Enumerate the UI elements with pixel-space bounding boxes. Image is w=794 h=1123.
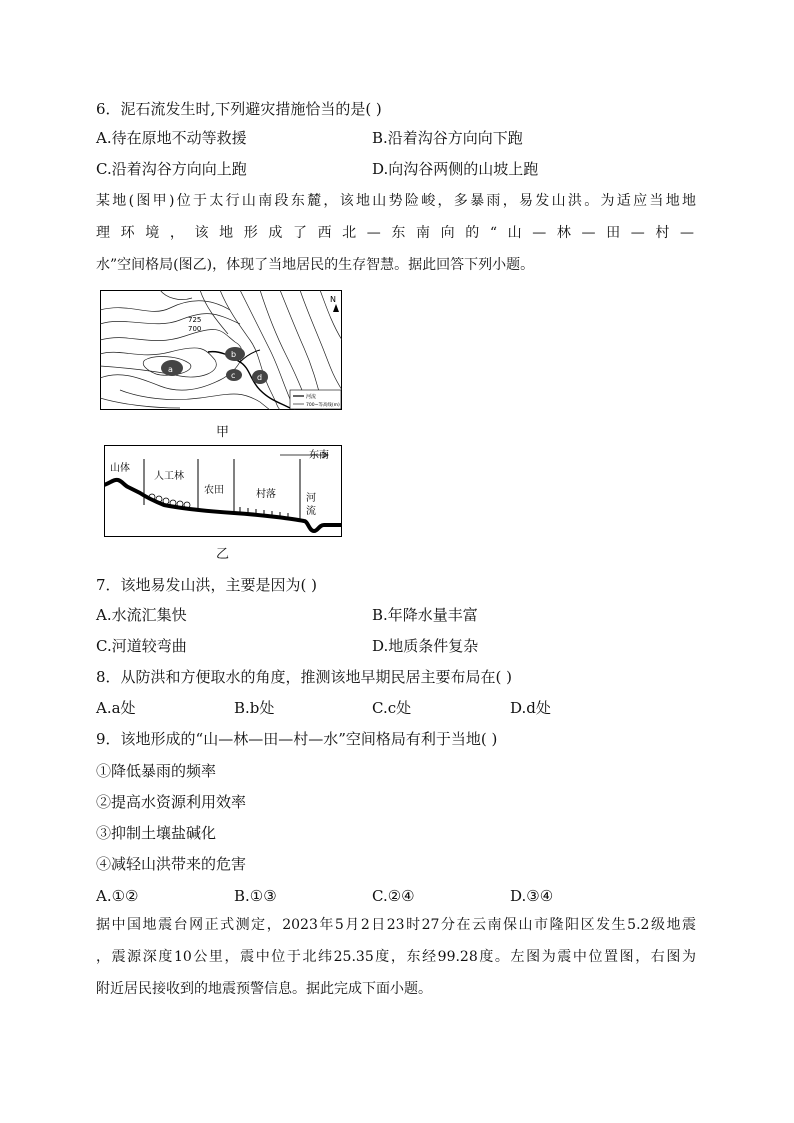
passage1-line-3: 水”空间格局(图乙)，体现了当地居民的生存智慧。据此回答下列小题。 xyxy=(96,257,535,273)
q9-item-3: ③抑制土壤盐碱化 xyxy=(96,824,217,842)
profile-svg xyxy=(104,445,342,537)
passage1-line-1: 某地(图甲)位于太行山南段东麓，该地山势险峻，多暴雨，易发山洪。为适应当地地 xyxy=(96,193,696,209)
q7-option-a: A.水流汇集快 xyxy=(96,606,187,624)
q9-option-d: D.③④ xyxy=(510,887,554,905)
q8-option-b: B.b处 xyxy=(234,699,275,717)
passage2-line-1: 据中国地震台网正式测定，2023年5月2日23时27分在云南保山市隆阳区发生5.2级地震 xyxy=(96,917,696,933)
q7-option-d: D.地质条件复杂 xyxy=(372,637,479,655)
passage2 xyxy=(96,915,696,999)
q9-stem: 9．该地形成的“山—林—田—村—水”空间格局有利于当地( ) xyxy=(96,730,498,748)
q9-option-b: B.①③ xyxy=(234,887,277,905)
q8-stem: 8．从防洪和方便取水的角度，推测该地早期民居主要布局在( ) xyxy=(96,668,513,686)
figure-yi-caption: 乙 xyxy=(216,547,230,562)
q9-option-c: C.②④ xyxy=(372,887,415,905)
q9-option-a: A.①② xyxy=(96,887,139,905)
q8-option-c: C.c处 xyxy=(372,699,412,717)
figure-yi-profile xyxy=(104,445,342,537)
q9-item-4: ④减轻山洪带来的危害 xyxy=(96,855,247,873)
passage1 xyxy=(96,191,696,275)
q7-option-b: B.年降水量丰富 xyxy=(372,606,478,624)
zone-label-village: 村落 xyxy=(256,489,276,500)
q6-stem: 6．泥石流发生时,下列避灾措施恰当的是( ) xyxy=(96,100,382,118)
zone-label-mountain: 山体 xyxy=(110,463,130,474)
contour-map-svg xyxy=(100,290,342,410)
q9-item-2: ②提高水资源利用效率 xyxy=(96,793,247,811)
q6-option-c: C.沿着沟谷方向向上跑 xyxy=(96,160,247,178)
legend-contour-label: 700~等高线(m) xyxy=(306,403,340,408)
passage2-line-2: ，震源深度10公里，震中位于北纬25.35度，东经99.28度。左图为震中位置图，右图为 xyxy=(96,949,696,965)
point-d-label: d xyxy=(257,373,263,382)
q6-option-d: D.向沟谷两侧的山坡上跑 xyxy=(372,160,539,178)
zone-label-river-2: 流 xyxy=(306,506,316,517)
q7-option-c: C.河道较弯曲 xyxy=(96,637,187,655)
contour-label-700: 700 xyxy=(188,325,202,333)
direction-label: 东南 xyxy=(309,450,329,461)
zone-label-forest: 人工林 xyxy=(154,471,184,482)
q6-option-b: B.沿着沟谷方向向下跑 xyxy=(372,129,523,147)
contour-label-725: 725 xyxy=(188,316,202,324)
point-b-label: b xyxy=(231,350,237,359)
passage1-line-2: 理环境，该地形成了西北—东南向的“山—林—田—村— xyxy=(96,225,696,241)
north-label: N xyxy=(330,295,336,304)
q9-item-1: ①降低暴雨的频率 xyxy=(96,762,217,780)
q8-option-a: A.a处 xyxy=(96,699,136,717)
point-c-label: c xyxy=(231,371,236,380)
figure-jia-caption: 甲 xyxy=(216,425,230,440)
figure-jia-contour-map xyxy=(100,290,342,410)
legend-river-label: 河流 xyxy=(306,394,317,400)
q6-option-a: A.待在原地不动等救援 xyxy=(96,129,247,147)
point-a-label: a xyxy=(168,365,173,374)
passage2-line-3: 附近居民接收到的地震预警信息。据此完成下面小题。 xyxy=(96,981,432,997)
q7-stem: 7．该地易发山洪，主要是因为( ) xyxy=(96,576,318,594)
q8-option-d: D.d处 xyxy=(510,699,551,717)
zone-label-farmland: 农田 xyxy=(204,485,224,496)
zone-label-river-1: 河 xyxy=(306,493,316,504)
